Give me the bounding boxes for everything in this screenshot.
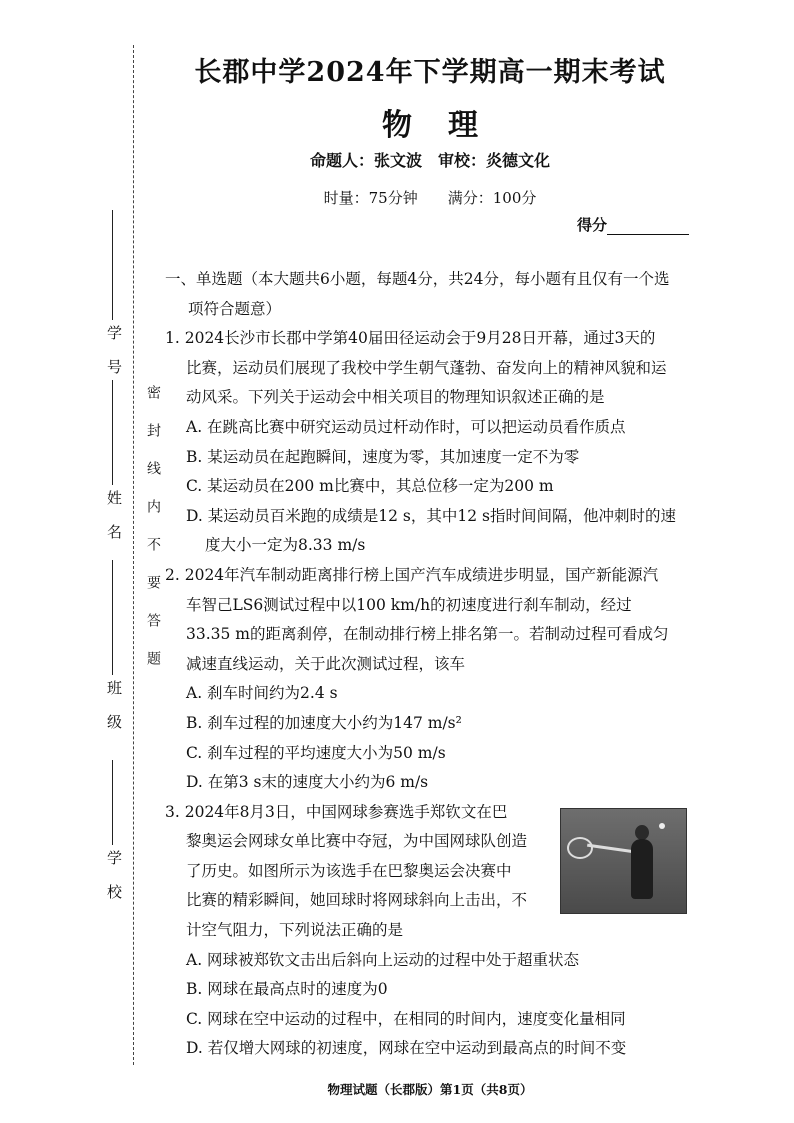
question-2-option-a: A. 刹车时间约为2.4 s (186, 684, 338, 703)
name-label: 姓 名 (105, 490, 123, 541)
question-content (165, 265, 695, 1064)
name-blank (112, 380, 113, 485)
question-2-option-c: C. 刹车过程的平均速度大小为50 m/s (186, 743, 446, 762)
seal-warning: 密封线内不要答题 (145, 385, 161, 689)
player-body (631, 839, 653, 899)
question-3-line-3: 了历史。如图所示为该选手在巴黎奥运会决赛中 (186, 861, 512, 880)
question-3-option-c: C. 网球在空中运动的过程中，在相同的时间内，速度变化量相同 (186, 1009, 626, 1028)
school-label: 学 校 (105, 850, 123, 901)
question-1-line-2: 比赛，运动员们展现了我校中学生朝气蓬勃、奋发向上的精神风貌和运 (186, 358, 667, 377)
question-2-option-b: B. 刹车过程的加速度大小约为147 m/s² (186, 713, 462, 732)
question-2 (165, 561, 695, 798)
tennis-ball (659, 823, 665, 829)
time-info: 时量：75分钟 满分：100分 (323, 189, 537, 207)
score-box (577, 214, 689, 235)
question-2-line-2: 车智己LS6测试过程中以100 km/h的初速度进行刹车制动，经过 (186, 595, 632, 614)
authors-line: 命题人：张文波 审校：炎德文化 (309, 151, 550, 170)
class-blank (112, 560, 113, 675)
question-3-option-a: A. 网球被郑钦文击出后斜向上运动的过程中处于超重状态 (186, 950, 580, 969)
question-3-line-4: 比赛的精彩瞬间，她回球时将网球斜向上击出，不 (186, 891, 528, 910)
question-3-option-d: D. 若仅增大网球的初速度，网球在空中运动到最高点的时间不变 (186, 1039, 627, 1058)
question-3-line-5: 计空气阻力，下列说法正确的是 (186, 921, 404, 940)
question-2-line-3: 33.35 m的距离刹停，在制动排行榜上排名第一。若制动过程可看成匀 (186, 625, 669, 644)
subject-title: 物理 (382, 108, 514, 143)
question-1-option-d: D. 某运动员百米跑的成绩是12 s，其中12 s指时间间隔，他冲刺时的速 (186, 506, 676, 525)
tennis-player-photo (560, 808, 687, 914)
question-1-option-b: B. 某运动员在起跑瞬间，速度为零，其加速度一定不为零 (186, 447, 580, 466)
question-1 (165, 324, 695, 561)
question-1-option-d-cont: 度大小一定为8.33 m/s (205, 536, 366, 555)
class-label: 班 级 (105, 680, 123, 731)
student-id-label: 学 号 (105, 325, 123, 376)
school-blank (112, 760, 113, 845)
tennis-racket (567, 837, 593, 859)
exam-title: 长郡中学2024年下学期高一期末考试 (194, 57, 666, 88)
student-id-blank (112, 210, 113, 320)
question-2-option-d: D. 在第3 s末的速度大小约为6 m/s (186, 773, 429, 792)
score-blank[interactable] (607, 220, 689, 235)
question-1-option-a: A. 在跳高比赛中研究运动员过杆动作时，可以把运动员看作质点 (186, 417, 626, 436)
player-head (635, 825, 649, 840)
question-1-line-1: 1. 2024长沙市长郡中学第40届田径运动会于9月28日开幕，通过3天的 (165, 329, 656, 348)
player-arm (587, 844, 635, 854)
binding-line (133, 45, 134, 1065)
question-1-option-c: C. 某运动员在200 m比赛中，其总位移一定为200 m (186, 477, 554, 496)
question-2-line-4: 减速直线运动，关于此次测试过程，该车 (186, 654, 466, 673)
section-heading: 一、单选题（本大题共6小题，每题4分，共24分，每小题有且仅有一个选 (165, 270, 670, 288)
question-3-line-2: 黎奥运会网球女单比赛中夺冠，为中国网球队创造 (186, 832, 528, 851)
question-2-line-1: 2. 2024年汽车制动距离排行榜上国产汽车成绩进步明显，国产新能源汽 (165, 565, 659, 584)
question-1-line-3: 动风采。下列关于运动会中相关项目的物理知识叙述正确的是 (186, 388, 605, 407)
score-label: 得分 (577, 216, 608, 234)
section-heading-cont: 项符合题意） (188, 299, 282, 318)
question-3-line-1: 3. 2024年8月3日，中国网球参赛选手郑钦文在巴 (165, 802, 508, 821)
question-3-option-b: B. 网球在最高点时的速度为0 (186, 980, 388, 999)
page-footer: 物理试题（长郡版）第1页（共8页） (327, 1082, 533, 1097)
